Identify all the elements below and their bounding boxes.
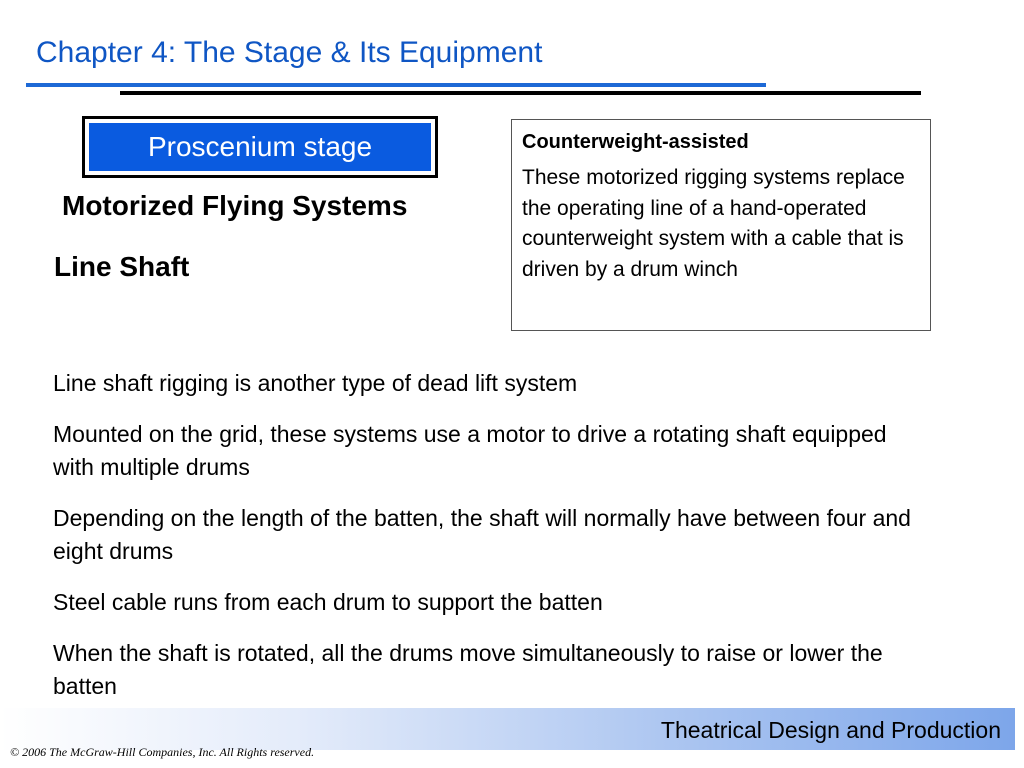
- bullet-item: Depending on the length of the batten, the shaft will normally have between four and eight drums: [53, 505, 911, 564]
- page-title: Chapter 4: The Stage & Its Equipment: [36, 36, 543, 69]
- bullet-item: Line shaft rigging is another type of dead lift system: [53, 370, 578, 396]
- bullet-item: Steel cable runs from each drum to support the batten: [53, 589, 603, 615]
- section-heading: Line Shaft: [54, 251, 190, 282]
- copyright-notice: © 2006 The McGraw-Hill Companies, Inc. All Rights reserved.: [10, 745, 315, 759]
- bullet-list: [53, 367, 913, 721]
- footer-band: [0, 708, 1015, 750]
- callout-heading: Counterweight-assisted: [522, 131, 749, 153]
- badge-label: Proscenium stage: [89, 123, 431, 171]
- title-underline-blue: [26, 83, 766, 87]
- bullet-item: Mounted on the grid, these systems use a motor to drive a rotating shaft equipped with multiple drums: [53, 421, 887, 480]
- proscenium-stage-badge: [82, 116, 438, 178]
- callout-box: [511, 119, 931, 331]
- bullet-item: When the shaft is rotated, all the drums move simultaneously to raise or lower the batten: [53, 640, 883, 699]
- callout-body: These motorized rigging systems replace the operating line of a hand-operated counterweight system with a cable that is driven by a drum winch: [522, 166, 905, 281]
- section-subtitle: Motorized Flying Systems: [62, 190, 408, 221]
- footer-book-title: Theatrical Design and Production: [660, 717, 1001, 743]
- title-underline-black: [120, 91, 921, 95]
